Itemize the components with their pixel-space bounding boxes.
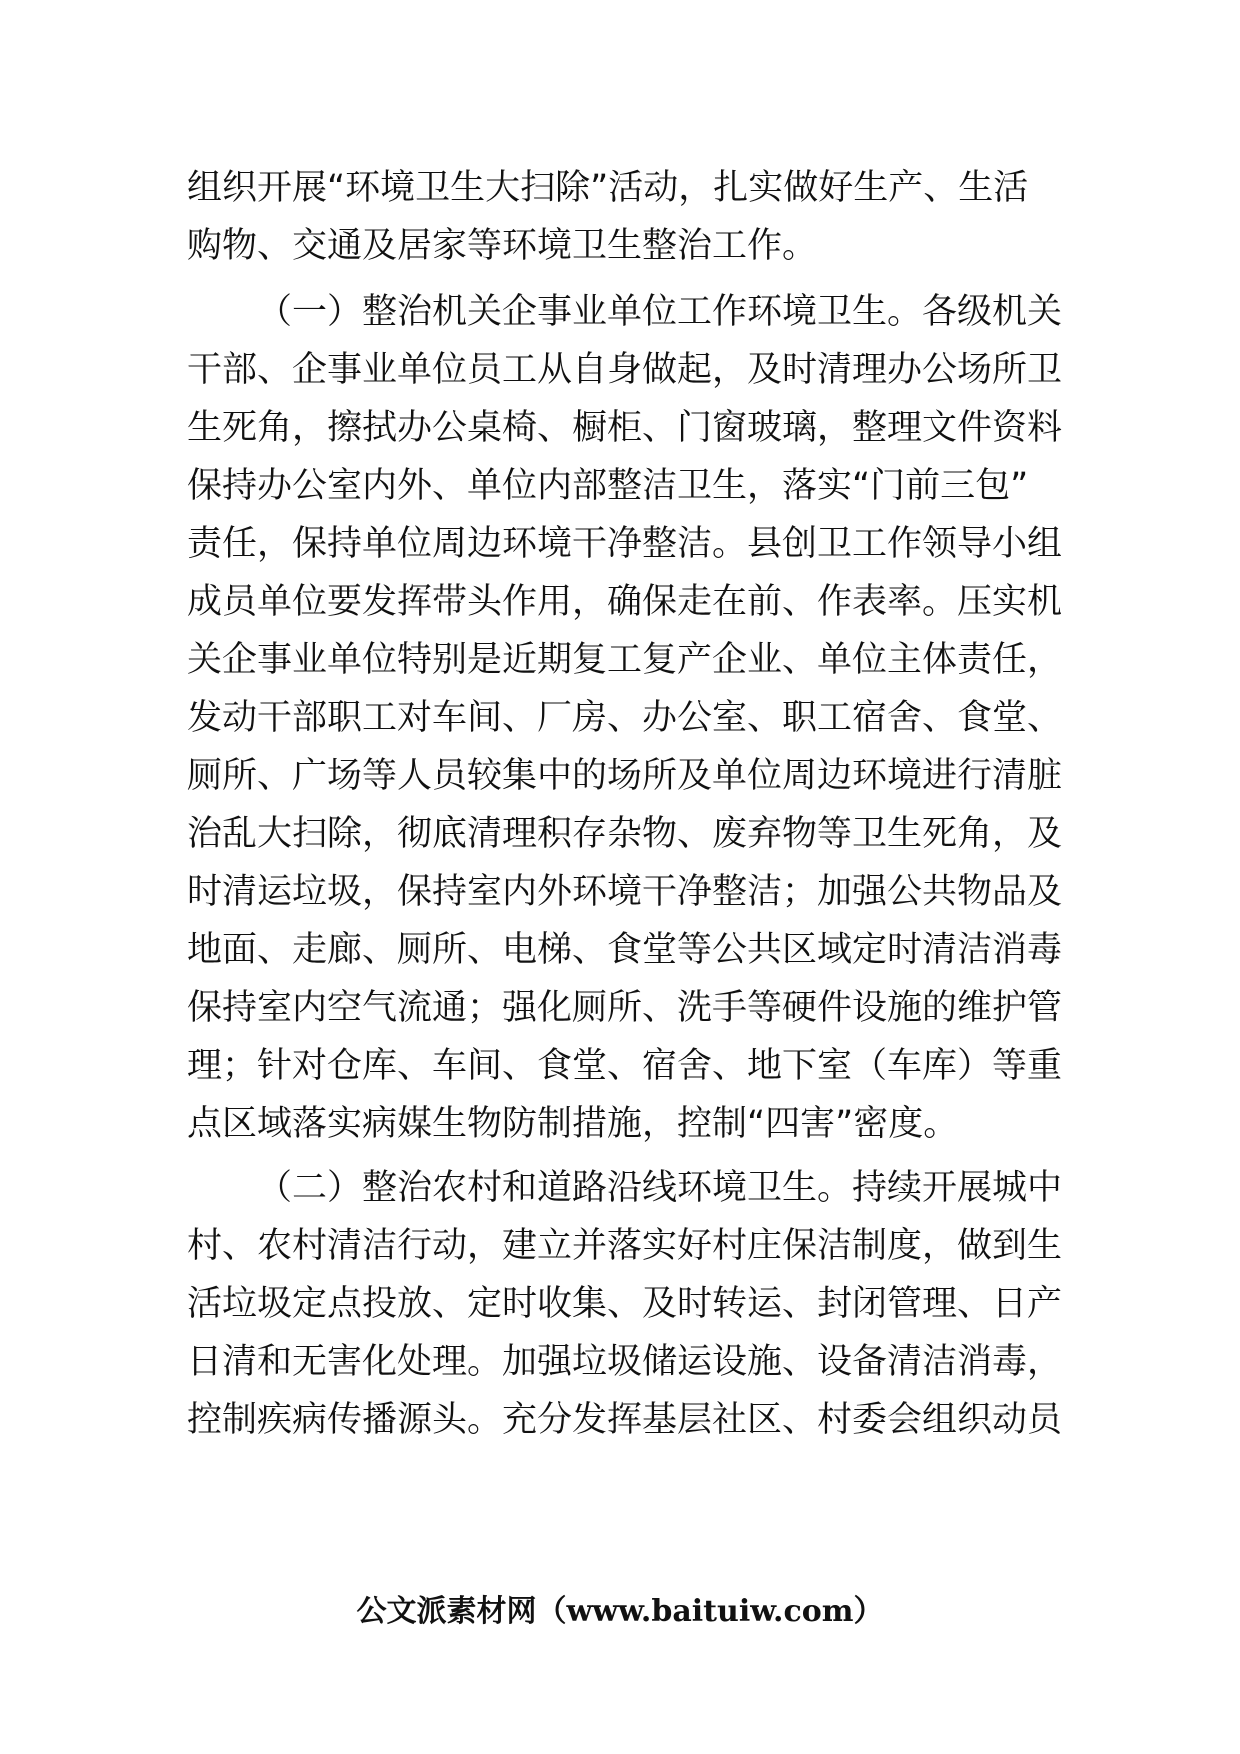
text-line: 理；针对仓库、车间、食堂、宿舍、地下室（车库）等重 xyxy=(187,1046,1063,1086)
text-line: （二）整治农村和道路沿线环境卫生。持续开展城中 xyxy=(257,1168,1063,1208)
text-line: 治乱大扫除，彻底清理积存杂物、废弃物等卫生死角，及 xyxy=(187,814,1063,854)
text-line: 日清和无害化处理。加强垃圾储运设施、设备清洁消毒， xyxy=(187,1342,1063,1382)
text-line: 组织开展“环境卫生大扫除”活动，扎实做好生产、生活 xyxy=(187,168,1029,208)
text-line: 地面、走廊、厕所、电梯、食堂等公共区域定时清洁消毒 xyxy=(187,930,1063,970)
text-line: 生死角，擦拭办公桌椅、橱柜、门窗玻璃，整理文件资料 xyxy=(187,408,1063,448)
text-line: （一）整治机关企事业单位工作环境卫生。各级机关 xyxy=(257,292,1063,332)
footer-watermark: 公文派素材网（www.baituiw.com） xyxy=(356,1594,884,1629)
text-line: 购物、交通及居家等环境卫生整治工作。 xyxy=(187,226,818,266)
text-line: 点区域落实病媒生物防制措施，控制“四害”密度。 xyxy=(187,1104,959,1144)
text-line: 干部、企事业单位员工从自身做起，及时清理办公场所卫 xyxy=(187,350,1063,390)
text-line: 时清运垃圾，保持室内外环境干净整洁；加强公共物品及 xyxy=(187,872,1063,912)
text-line: 保持办公室内外、单位内部整洁卫生，落实“门前三包” xyxy=(187,466,1029,506)
text-line: 发动干部职工对车间、厂房、办公室、职工宿舍、食堂、 xyxy=(187,698,1063,738)
text-line: 活垃圾定点投放、定时收集、及时转运、封闭管理、日产 xyxy=(187,1284,1063,1324)
text-line: 保持室内空气流通；强化厕所、洗手等硬件设施的维护管 xyxy=(187,988,1063,1028)
text-line: 村、农村清洁行动，建立并落实好村庄保洁制度，做到生 xyxy=(187,1226,1063,1266)
text-line: 厕所、广场等人员较集中的场所及单位周边环境进行清脏 xyxy=(187,756,1063,796)
text-line: 关企事业单位特别是近期复工复产企业、单位主体责任， xyxy=(187,640,1063,680)
text-line: 责任，保持单位周边环境干净整洁。县创卫工作领导小组 xyxy=(187,524,1063,564)
text-line: 成员单位要发挥带头作用，确保走在前、作表率。压实机 xyxy=(187,582,1063,622)
text-line: 控制疾病传播源头。充分发挥基层社区、村委会组织动员 xyxy=(187,1400,1063,1440)
